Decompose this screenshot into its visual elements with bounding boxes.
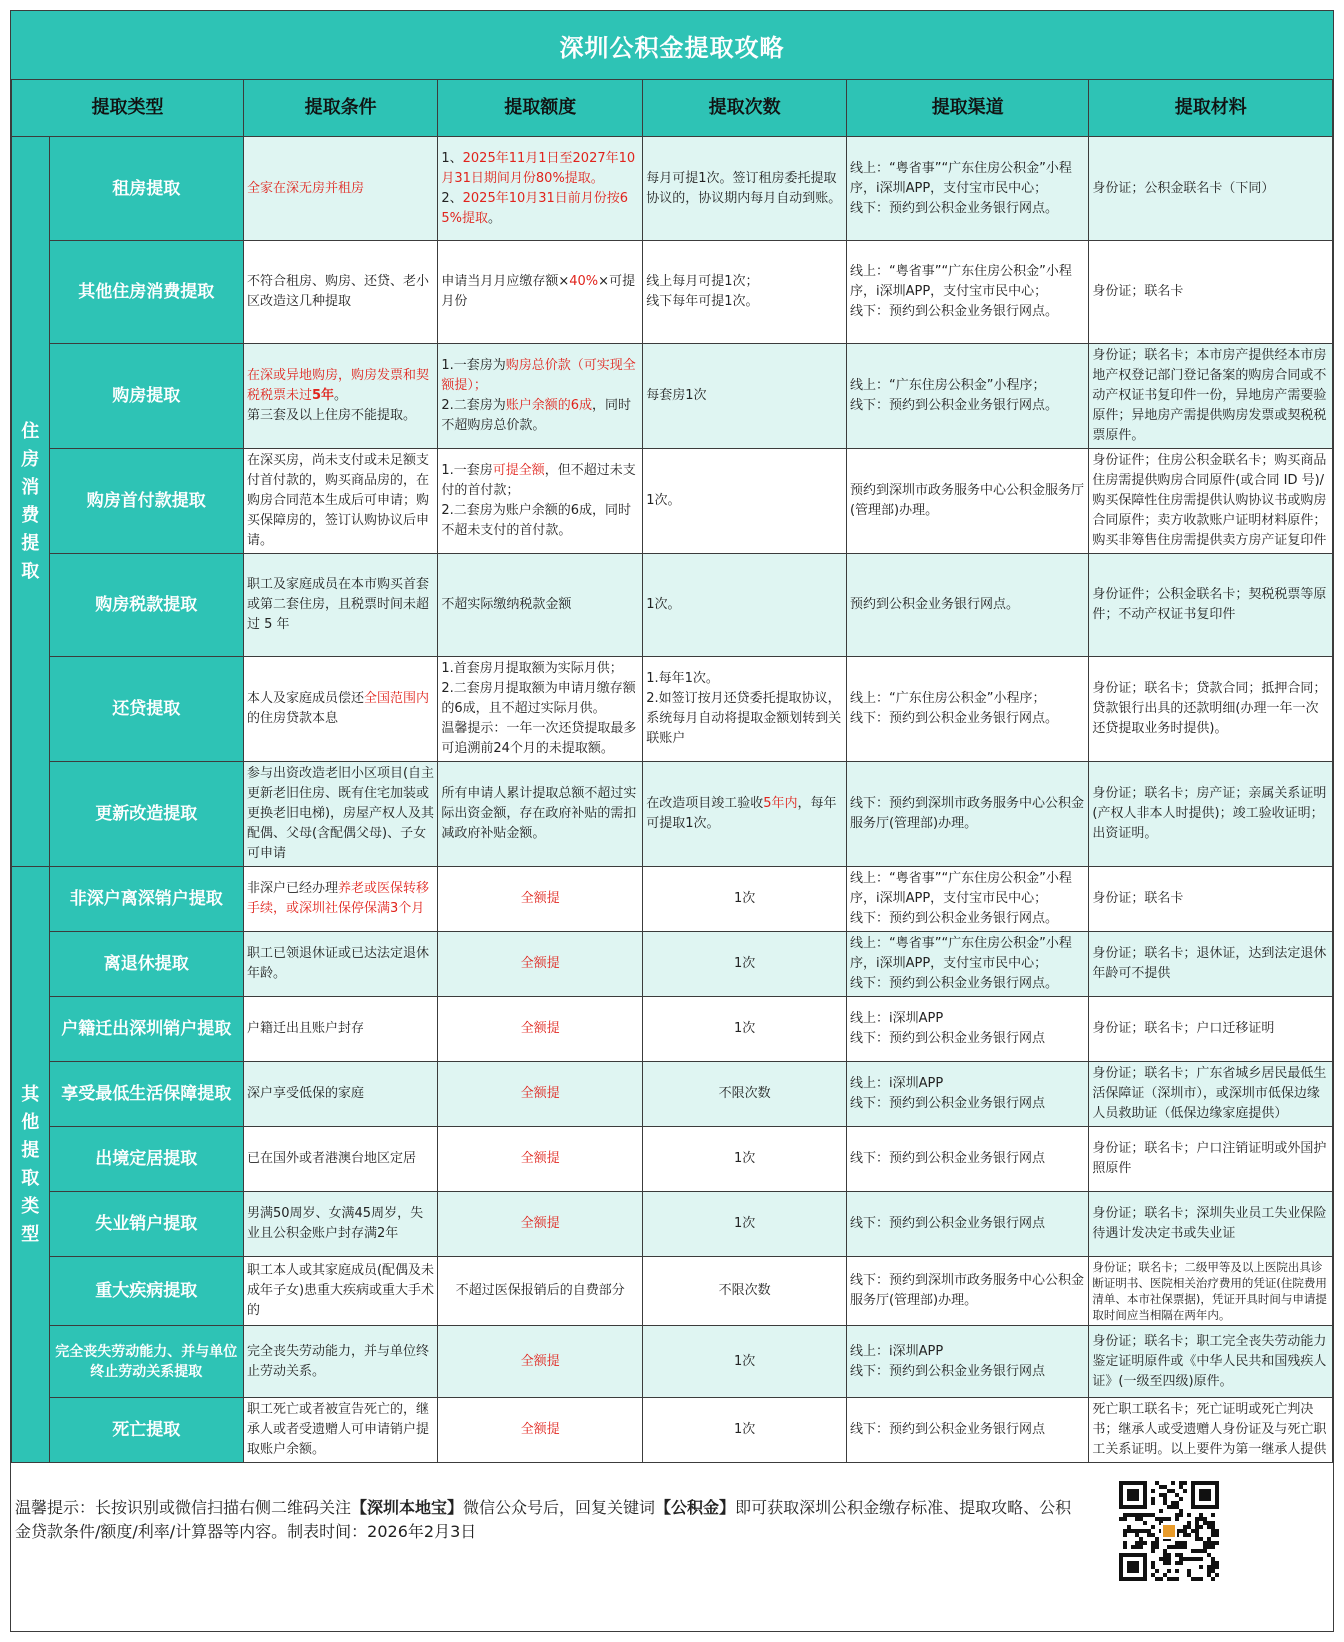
cell-text: 每套房1次	[646, 388, 707, 403]
times-cell	[643, 137, 847, 241]
cell-text: ×可提月份	[441, 274, 636, 309]
times-cell	[643, 1398, 847, 1463]
cell-text: 不符合租房、购房、还贷、老小区改造这几种提取	[246, 274, 429, 309]
header-channel: 提取渠道	[846, 80, 1088, 137]
cell-text: 5年	[312, 388, 335, 403]
withdrawal-type: 死亡提取	[49, 1398, 243, 1463]
footer-tip	[15, 1496, 1075, 1544]
footer-text: 【公积金】	[655, 1498, 736, 1517]
withdrawal-type: 失业销户提取	[49, 1192, 243, 1257]
cell-text: 1次。	[646, 493, 681, 508]
cell-text: 每月可提1次。签订租房委托提取协议的，协议期内每月自动到账。	[646, 170, 842, 206]
cell-text: 身份证；联名卡；户口迁移证明	[1092, 1021, 1275, 1036]
channel-cell	[846, 997, 1088, 1062]
cell-text: 在深或异地购房，购房发票和契税税票未过	[246, 368, 429, 403]
cell-text: 2025年11月1日至2027年10月31日期间月份80%提取。	[441, 150, 636, 186]
category-housing: 住 房 消 费 提 取	[12, 137, 50, 867]
amount-cell	[438, 1398, 643, 1463]
amount-cell	[438, 137, 643, 241]
header-amount: 提取额度	[438, 80, 643, 137]
materials-cell	[1089, 137, 1333, 241]
guide-sheet	[10, 10, 1334, 1632]
cell-text: 预约到公积金业务银行网点。	[849, 597, 1019, 612]
channel-cell	[846, 1257, 1088, 1326]
condition-cell	[243, 867, 437, 932]
materials-cell	[1089, 932, 1333, 997]
materials-cell	[1089, 1192, 1333, 1257]
table-row	[12, 1127, 1333, 1192]
cell-text: 已在国外或者港澳台地区定居	[246, 1151, 416, 1166]
cell-text: 全家在深无房并租房	[246, 180, 364, 196]
cell-text: 身份证件；住房公积金联名卡；购买商品住房需提供购房合同原件(或合同 ID 号)/购买保障性住房需提供认购协议书或购房合同原件；卖方收款账户证明材料原件；购买非筹售住房需提供卖方房产证复印件	[1092, 453, 1327, 548]
channel-cell	[846, 867, 1088, 932]
amount-cell	[438, 997, 643, 1062]
cell-text: 线下：预约到公积金业务银行网点。	[849, 304, 1058, 319]
channel-cell	[846, 932, 1088, 997]
cell-text: 男满50周岁、女满45周岁，失业且公积金账户封存满2年	[246, 1206, 424, 1241]
withdrawal-type: 享受最低生活保障提取	[49, 1062, 243, 1127]
condition-cell	[243, 1257, 437, 1326]
cell-text: 1次	[733, 891, 756, 906]
channel-cell	[846, 1398, 1088, 1463]
cell-text: 2.二套房月提取额为申请月缴存额的6成，且不超过实际月供。	[441, 681, 636, 716]
materials-cell	[1089, 449, 1333, 554]
cell-text: 非深户已经办理	[246, 881, 338, 896]
cell-text: 线下：预约到公积金业务银行网点	[849, 1031, 1045, 1046]
cell-text: 2025年10月31日前月份按65%提取	[441, 190, 629, 226]
materials-cell	[1089, 762, 1333, 867]
cell-text: 线下：预约到深圳市政务服务中心公积金服务厅(管理部)办理。	[849, 1273, 1084, 1308]
amount-cell	[438, 1257, 643, 1326]
cell-text: 不超过医保报销后的自费部分	[455, 1283, 625, 1298]
cell-text: 在深买房，尚未支付或未足额支付首付款的，购买商品房的，在购房合同范本生成后可申请；购买保障房的，签订认购协议后申请。	[246, 453, 429, 548]
withdrawal-type: 还贷提取	[49, 657, 243, 762]
cell-text: 职工本人或其家庭成员(配偶及未成年子女)患重大疾病或重大手术的	[246, 1263, 435, 1318]
withdrawal-type: 租房提取	[49, 137, 243, 241]
times-cell	[643, 1326, 847, 1398]
materials-cell	[1089, 1257, 1333, 1326]
cell-text: 全额提	[520, 1021, 560, 1036]
cell-text: 1、	[441, 150, 463, 166]
withdrawal-table	[11, 79, 1333, 1463]
amount-cell	[438, 1127, 643, 1192]
cell-text: 不超实际缴纳税款金额	[441, 597, 572, 612]
cell-text: 线上：“粤省事”“广东住房公积金”小程序，i深圳APP，支付宝市民中心；	[849, 871, 1072, 906]
times-cell	[643, 867, 847, 932]
footer-text: 即可获取深圳公积金缴存标准、提取攻略、公积金贷款条件/额度/利率/计算器等内容。制表时间：2026年2月3日	[15, 1498, 1072, 1541]
materials-cell	[1089, 1326, 1333, 1398]
condition-cell	[243, 932, 437, 997]
materials-cell	[1089, 344, 1333, 449]
footer-text: 温馨提示：长按识别或微信扫描右侧二维码关注	[15, 1498, 352, 1517]
channel-cell	[846, 344, 1088, 449]
cell-text: 1.每年1次。	[646, 671, 719, 686]
cell-text: 线上：i深圳APP	[849, 1343, 944, 1359]
cell-text: 身份证件；公积金联名卡；契税税票等原件；不动产权证书复印件	[1092, 587, 1327, 622]
cell-text: 第三套及以上住房不能提取。	[246, 408, 416, 423]
cell-text: ，同时不超购房总价款。	[441, 398, 632, 433]
cell-text: 温馨提示：一年一次还贷提取最多可追溯前24个月的未提取额。	[441, 721, 637, 756]
cell-text: 职工死亡或者被宣告死亡的，继承人或者受遗赠人可申请销户提取账户余额。	[246, 1402, 429, 1457]
cell-text: 身份证；联名卡；职工完全丧失劳动能力鉴定证明原件或《中华人民共和国残疾人证》(一级至四级)原件。	[1092, 1333, 1327, 1389]
materials-cell	[1089, 554, 1333, 657]
materials-cell	[1089, 1127, 1333, 1192]
cell-text: 身份证；联名卡	[1092, 891, 1184, 906]
table-body	[12, 137, 1333, 1463]
cell-text: 申请当月月应缴存额×	[441, 274, 570, 289]
cell-text: 身份证；联名卡；深圳失业员工失业保险待遇计发决定书或失业证	[1092, 1206, 1327, 1241]
table-row	[12, 344, 1333, 449]
cell-text: 1.首套房月提取额为实际月供；	[441, 661, 623, 676]
condition-cell	[243, 344, 437, 449]
cell-text: 。	[487, 210, 501, 226]
amount-cell	[438, 932, 643, 997]
cell-text: 全额提	[520, 891, 560, 906]
cell-text: 全额提	[520, 956, 560, 971]
cell-text: 1次	[733, 1151, 756, 1166]
footer	[11, 1471, 1333, 1631]
cell-text: 身份证；联名卡；贷款合同；抵押合同；贷款银行出具的还款明细(办理一年一次还贷提取业务时提供)。	[1092, 681, 1327, 736]
cell-text: 参与出资改造老旧小区项目(自主更新老旧住房、既有住宅加装或更换老旧电梯)，房屋产权人及其配偶、父母(含配偶父母)、子女可申请	[246, 766, 435, 861]
cell-text: 不限次数	[718, 1283, 771, 1298]
footer-text: 微信公众号后，回复关键词	[463, 1498, 656, 1517]
cell-text: 线上每月可提1次；	[646, 274, 759, 289]
withdrawal-type: 更新改造提取	[49, 762, 243, 867]
condition-cell	[243, 762, 437, 867]
cell-text: 线下：预约到公积金业务银行网点	[849, 1096, 1045, 1111]
cell-text: 身份证；联名卡；退休证，达到法定退休年龄可不提供	[1092, 946, 1327, 981]
cell-text: 1次。	[646, 597, 681, 612]
cell-text: 预约到深圳市政务服务中心公积金服务厅(管理部)办理。	[849, 483, 1084, 518]
channel-cell	[846, 1326, 1088, 1398]
header-condition: 提取条件	[243, 80, 437, 137]
withdrawal-type: 购房税款提取	[49, 554, 243, 657]
cell-text: 在改造项目竣工验收	[646, 796, 764, 811]
cell-text: 全国范围内	[364, 691, 430, 706]
cell-text: 1.一套房为	[441, 358, 506, 373]
cell-text: 线下：预约到公积金业务银行网点	[849, 1422, 1045, 1437]
cell-text: 线上：“粤省事”“广东住房公积金”小程序，i深圳APP，支付宝市民中心；	[849, 160, 1072, 196]
amount-cell	[438, 867, 643, 932]
cell-text: 所有申请人累计提取总额不超过实际出资金额，存在政府补贴的需扣减政府补贴金额。	[441, 786, 637, 841]
condition-cell	[243, 657, 437, 762]
cell-text: 身份证；联名卡；房产证；亲属关系证明(产权人非本人时提供)；竣工验收证明；出资证明。	[1092, 786, 1327, 841]
cell-text: 身份证；联名卡；二级甲等及以上医院出具诊断证明书、医院相关治疗费用的凭证(住院费用清单、本市社保票据)，凭证开具时间与申请提取时间应当相隔在两年内。	[1092, 1260, 1327, 1322]
cell-text: 职工及家庭成员在本市购买首套或第二套住房，且税票时间未超过 5 年	[246, 577, 429, 632]
table-row	[12, 1398, 1333, 1463]
cell-text: 身份证；联名卡；本市房产提供经本市房地产权登记部门登记备案的购房合同或不动产权证书复印件一份，异地房产需要验原件；异地房产需提供购房发票或契税税票原件。	[1092, 348, 1327, 443]
table-row	[12, 1257, 1333, 1326]
cell-text: 线下：预约到公积金业务银行网点	[849, 1363, 1045, 1379]
times-cell	[643, 1257, 847, 1326]
cell-text: 完全丧失劳动能力，并与单位终止劳动关系。	[246, 1343, 429, 1379]
table-row	[12, 997, 1333, 1062]
footer-text: 【深圳本地宝】	[351, 1498, 464, 1517]
materials-cell	[1089, 1062, 1333, 1127]
cell-text: 1.一套房	[441, 463, 493, 478]
amount-cell	[438, 657, 643, 762]
condition-cell	[243, 137, 437, 241]
cell-text: 线下：预约到公积金业务银行网点	[849, 1151, 1045, 1166]
times-cell	[643, 932, 847, 997]
condition-cell	[243, 1192, 437, 1257]
amount-cell	[438, 762, 643, 867]
table-row	[12, 1062, 1333, 1127]
cell-text: 线下：预约到公积金业务银行网点。	[849, 976, 1058, 991]
cell-text: 1次	[733, 1216, 756, 1231]
times-cell	[643, 997, 847, 1062]
channel-cell	[846, 241, 1088, 344]
cell-text: 深户享受低保的家庭	[246, 1086, 364, 1101]
table-row	[12, 1326, 1333, 1398]
header-materials: 提取材料	[1089, 80, 1333, 137]
cell-text: 全额提	[520, 1151, 560, 1166]
times-cell	[643, 1127, 847, 1192]
channel-cell	[846, 1192, 1088, 1257]
table-row	[12, 241, 1333, 344]
cell-text: 身份证；联名卡；广东省城乡居民最低生活保障证（深圳市），或深圳市低保边缘人员救助证（低保边缘家庭提供）	[1092, 1066, 1327, 1121]
cell-text: ，每年可提取1次。	[646, 796, 837, 831]
channel-cell	[846, 1127, 1088, 1192]
channel-cell	[846, 554, 1088, 657]
amount-cell	[438, 449, 643, 554]
cell-text: 线下：预约到公积金业务银行网点。	[849, 711, 1058, 726]
channel-cell	[846, 1062, 1088, 1127]
times-cell	[643, 554, 847, 657]
withdrawal-type: 户籍迁出深圳销户提取	[49, 997, 243, 1062]
cell-text: 线下：预约到深圳市政务服务中心公积金服务厅(管理部)办理。	[849, 796, 1084, 831]
cell-text: 身份证；公积金联名卡（下同）	[1092, 180, 1275, 196]
cell-text: 死亡职工联名卡；死亡证明或死亡判决书；继承人或受遗赠人身份证及与死亡职工关系证明。以上要件为第一继承人提供	[1092, 1402, 1327, 1457]
cell-text: 1次	[733, 956, 756, 971]
table-row	[12, 657, 1333, 762]
cell-text: 户籍迁出且账户封存	[246, 1021, 364, 1036]
withdrawal-type: 购房提取	[49, 344, 243, 449]
cell-text: 线下：预约到公积金业务银行网点。	[849, 398, 1058, 413]
cell-text: 线下：预约到公积金业务银行网点。	[849, 200, 1058, 216]
amount-cell	[438, 1326, 643, 1398]
cell-text: 身份证；联名卡	[1092, 284, 1184, 299]
condition-cell	[243, 1127, 437, 1192]
cell-text: 职工已领退休证或已达法定退休年龄。	[246, 946, 429, 981]
withdrawal-type: 其他住房消费提取	[49, 241, 243, 344]
condition-cell	[243, 1326, 437, 1398]
cell-text: 线上：“粤省事”“广东住房公积金”小程序，i深圳APP，支付宝市民中心；	[849, 936, 1072, 971]
page-title: 深圳公积金提取攻略	[11, 11, 1333, 80]
cell-text: 线上：“广东住房公积金”小程序；	[849, 691, 1046, 706]
qr-code-icon	[1119, 1481, 1219, 1581]
withdrawal-type: 重大疾病提取	[49, 1257, 243, 1326]
withdrawal-type: 完全丧失劳动能力、并与单位终止劳动关系提取	[49, 1326, 243, 1398]
materials-cell	[1089, 997, 1333, 1062]
materials-cell	[1089, 241, 1333, 344]
cell-text: 5年内	[763, 796, 798, 811]
header-type: 提取类型	[12, 80, 244, 137]
times-cell	[643, 1062, 847, 1127]
category-other: 其 他 提 取 类 型	[12, 867, 50, 1463]
channel-cell	[846, 137, 1088, 241]
cell-text: 购房总价款（可实现全额提）；	[441, 358, 636, 393]
cell-text: 线下：预约到公积金业务银行网点。	[849, 911, 1058, 926]
table-row	[12, 1192, 1333, 1257]
times-cell	[643, 344, 847, 449]
cell-text: 不限次数	[718, 1086, 771, 1101]
cell-text: 2.二套房为	[441, 398, 506, 413]
amount-cell	[438, 1062, 643, 1127]
condition-cell	[243, 1062, 437, 1127]
times-cell	[643, 241, 847, 344]
header-times: 提取次数	[643, 80, 847, 137]
withdrawal-type: 出境定居提取	[49, 1127, 243, 1192]
materials-cell	[1089, 657, 1333, 762]
cell-text: 全额提	[520, 1086, 560, 1101]
cell-text: 的住房贷款本息	[246, 711, 338, 726]
times-cell	[643, 762, 847, 867]
channel-cell	[846, 449, 1088, 554]
times-cell	[643, 657, 847, 762]
cell-text: 2.二套房为账户余额的6成，同时不超未支付的首付款。	[441, 503, 632, 538]
withdrawal-type: 非深户离深销户提取	[49, 867, 243, 932]
amount-cell	[438, 241, 643, 344]
cell-text: ，但不超过未支付的首付款；	[441, 463, 636, 498]
cell-text: 身份证；联名卡；户口注销证明或外国护照原件	[1092, 1141, 1327, 1176]
amount-cell	[438, 554, 643, 657]
table-row	[12, 867, 1333, 932]
times-cell	[643, 1192, 847, 1257]
materials-cell	[1089, 1398, 1333, 1463]
amount-cell	[438, 1192, 643, 1257]
cell-text: 全额提	[520, 1216, 560, 1231]
condition-cell	[243, 1398, 437, 1463]
cell-text: 本人及家庭成员偿还	[246, 691, 364, 706]
table-row	[12, 762, 1333, 867]
cell-text: 1次	[733, 1422, 756, 1437]
cell-text: 40%	[569, 274, 599, 289]
condition-cell	[243, 241, 437, 344]
materials-cell	[1089, 867, 1333, 932]
cell-text: 全额提	[520, 1422, 560, 1437]
cell-text: 1次	[733, 1353, 756, 1369]
amount-cell	[438, 344, 643, 449]
cell-text: 可提全额	[492, 463, 545, 478]
table-row	[12, 554, 1333, 657]
table-row	[12, 932, 1333, 997]
cell-text: 线下每年可提1次。	[646, 294, 759, 309]
cell-text: 。	[334, 388, 348, 403]
cell-text: 线下：预约到公积金业务银行网点	[849, 1216, 1045, 1231]
withdrawal-type: 离退休提取	[49, 932, 243, 997]
cell-text: 全额提	[520, 1353, 560, 1369]
cell-text: 养老或医保转移手续，或深圳社保停保满3个月	[246, 881, 430, 916]
channel-cell	[846, 657, 1088, 762]
cell-text: 线上：i深圳APP	[849, 1076, 944, 1091]
cell-text: 1次	[733, 1021, 756, 1036]
cell-text: 2.如签订按月还贷委托提取协议，系统每月自动将提取金额划转到关联账户	[646, 691, 842, 746]
cell-text: 账户余额的6成	[505, 398, 593, 413]
table-row	[12, 137, 1333, 241]
cell-text: 线上：“粤省事”“广东住房公积金”小程序，i深圳APP，支付宝市民中心；	[849, 264, 1072, 299]
cell-text: 2、	[441, 190, 463, 206]
times-cell	[643, 449, 847, 554]
table-row	[12, 449, 1333, 554]
condition-cell	[243, 449, 437, 554]
condition-cell	[243, 997, 437, 1062]
channel-cell	[846, 762, 1088, 867]
cell-text: 线上：“广东住房公积金”小程序；	[849, 378, 1046, 393]
cell-text: 线上：i深圳APP	[849, 1011, 944, 1026]
withdrawal-type: 购房首付款提取	[49, 449, 243, 554]
condition-cell	[243, 554, 437, 657]
